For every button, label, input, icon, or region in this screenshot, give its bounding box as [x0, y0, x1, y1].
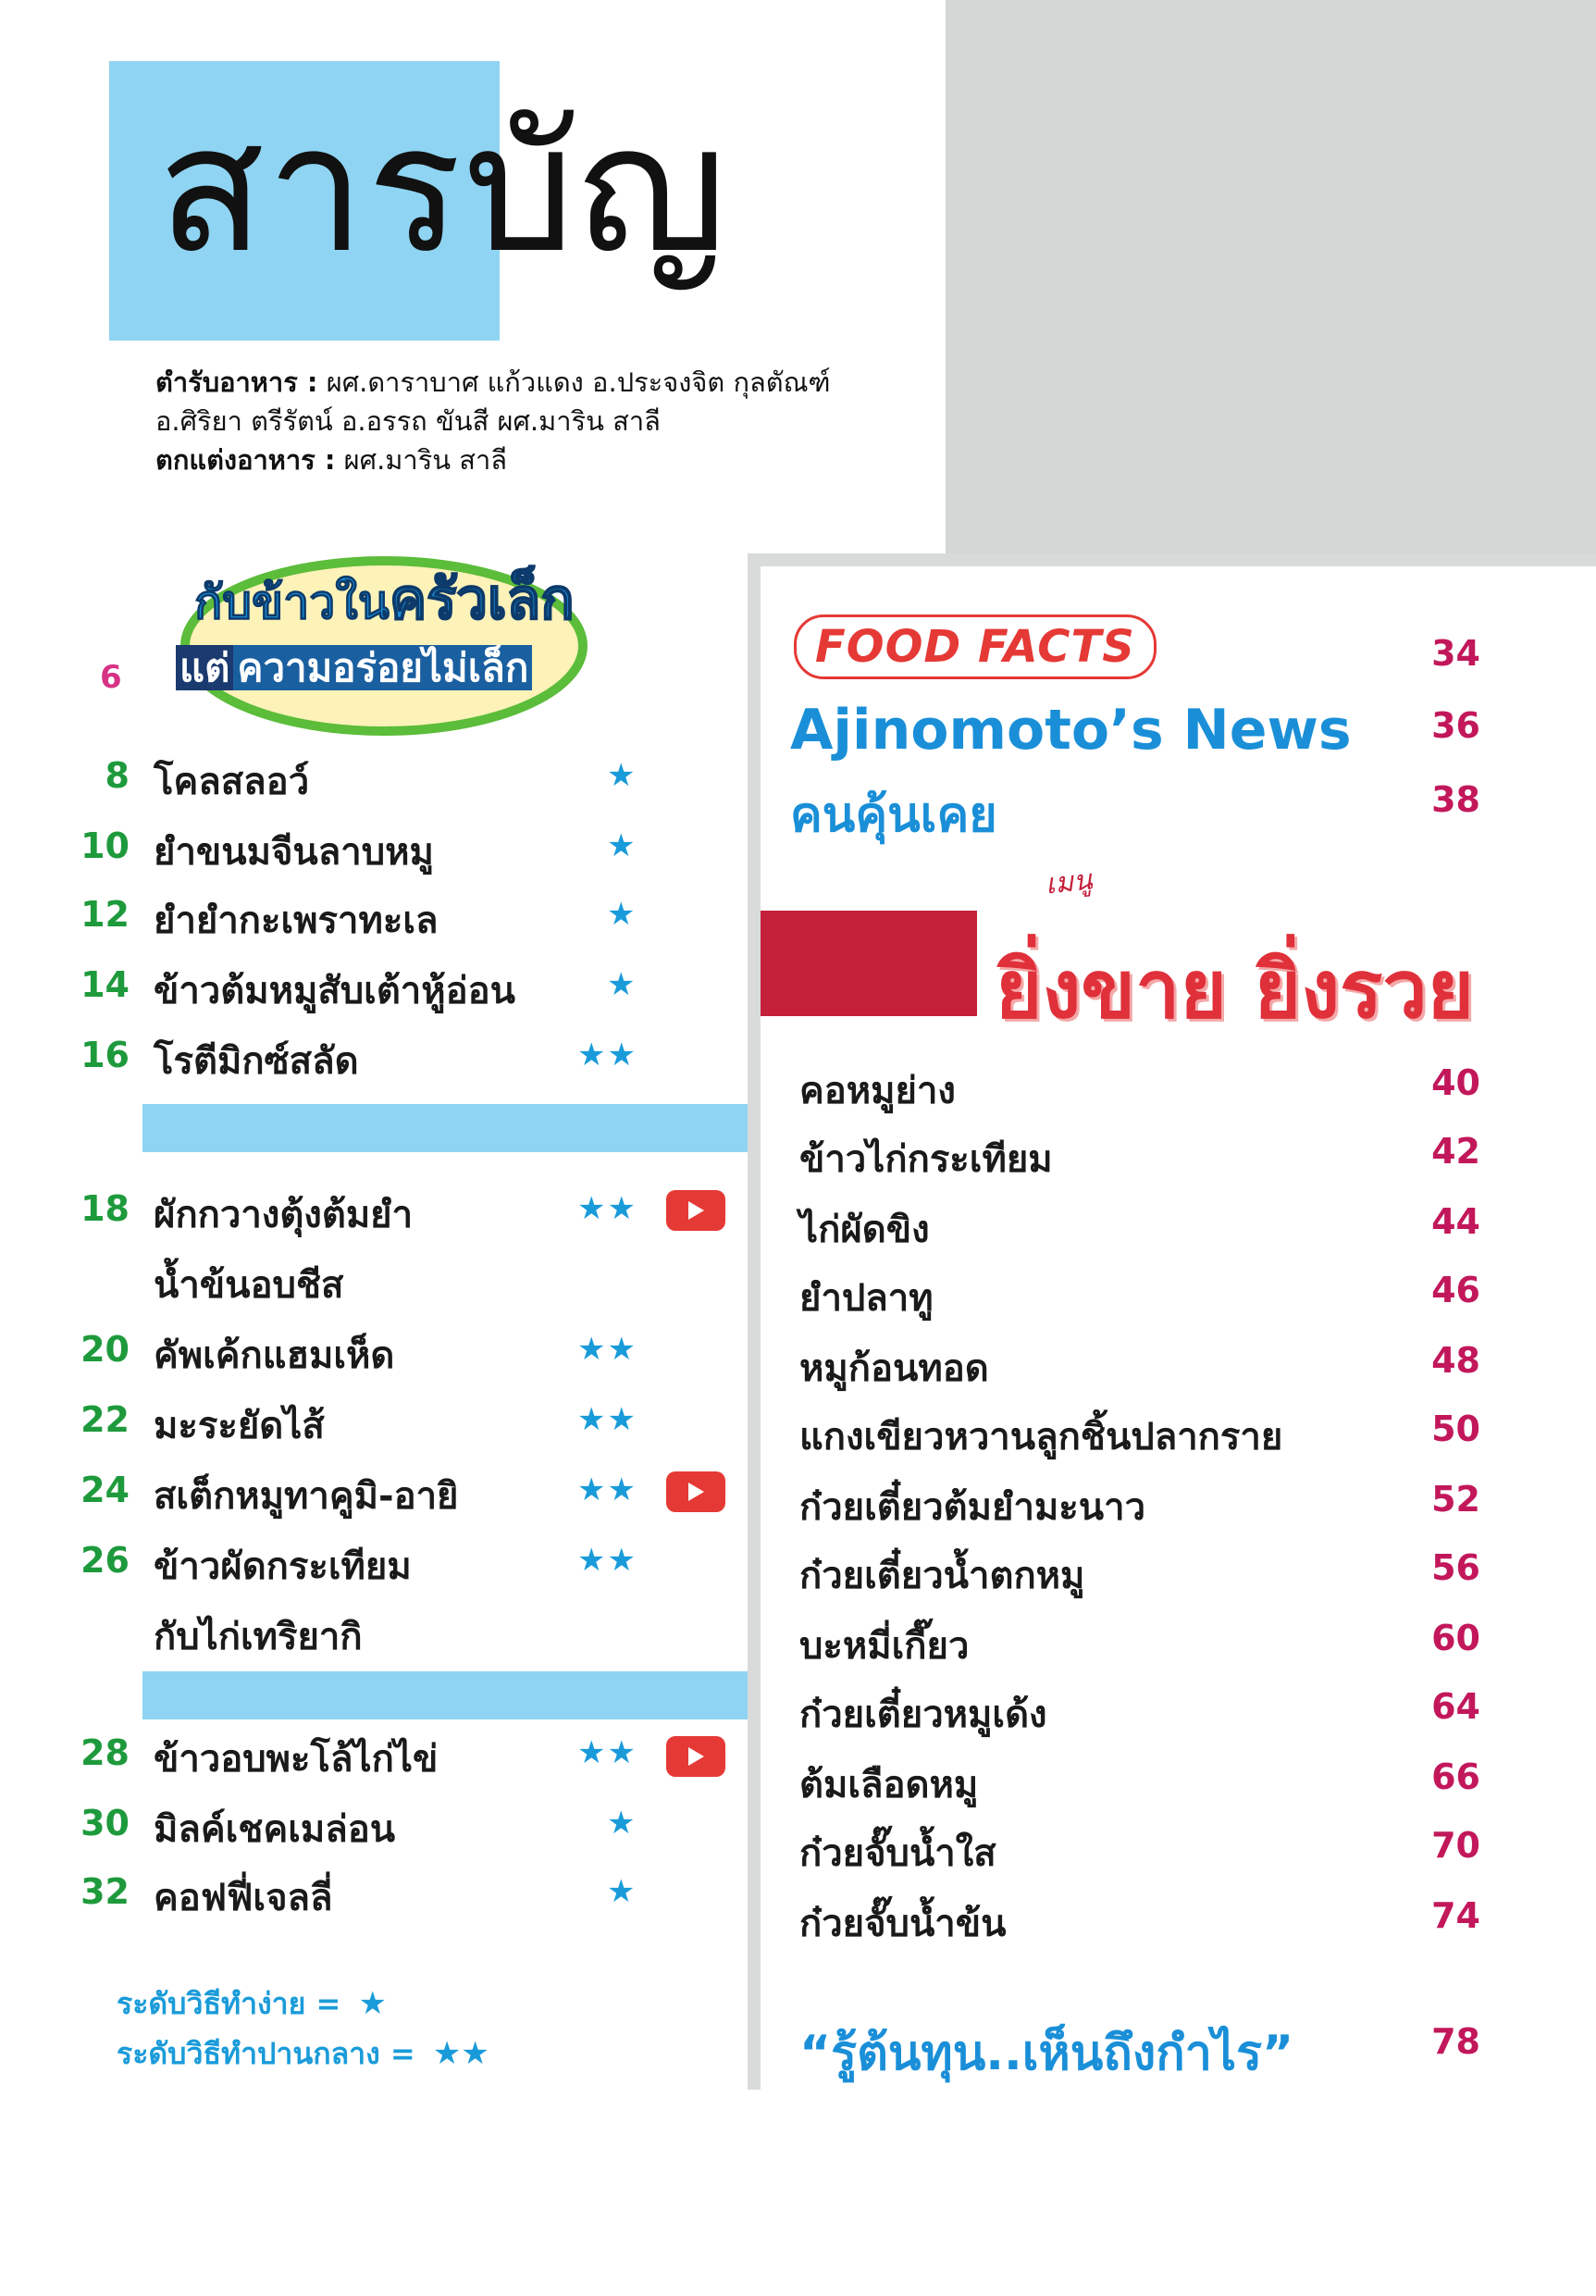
- section-divider-2: [142, 1671, 748, 1719]
- left-item-title-line2[interactable]: กับไก่เทริยากิ: [154, 1616, 363, 1658]
- left-item-title[interactable]: คัพเค้กแฮมเห็ด: [154, 1334, 395, 1377]
- right-item-page: 66: [1431, 1756, 1480, 1797]
- section-heading: ยิ่งขาย ยิ่งรวย: [996, 944, 1475, 1036]
- left-item-title[interactable]: ข้าวอบพะโล้ไก่ไข่: [154, 1738, 439, 1781]
- legend-medium: [117, 2030, 489, 2078]
- difficulty-star-icon: ★: [607, 1805, 637, 1842]
- legend-easy-label: ระดับวิธีทำง่าย =: [117, 1986, 341, 2021]
- right-item-title[interactable]: ก๋วยเตี๋ยวน้ำตกหมู: [799, 1555, 1085, 1597]
- right-item-title[interactable]: ต้มเลือดหมู: [799, 1764, 979, 1806]
- right-item-title[interactable]: ไก่ผัดขิง: [799, 1209, 930, 1251]
- right-item-title[interactable]: แกงเขียวหวานลูกชิ้นปลากราย: [799, 1416, 1283, 1458]
- difficulty-star-icon: ★★: [577, 1036, 637, 1074]
- right-item-title[interactable]: ก๋วยจั๊บน้ำข้น: [799, 1903, 1007, 1945]
- left-item-page: 20: [80, 1329, 130, 1370]
- difficulty-star-icon: ★★: [577, 1190, 637, 1227]
- food-facts-page: 34: [1431, 633, 1480, 674]
- logo-page-number: 6: [100, 659, 122, 696]
- left-item-title[interactable]: สเต็กหมูทาคูมิ-อายิ: [154, 1475, 459, 1518]
- left-item-page: 22: [80, 1399, 130, 1440]
- difficulty-star-icon: ★★: [577, 1542, 637, 1579]
- khonkhunkoei-page: 38: [1431, 779, 1480, 820]
- left-item-page: 24: [80, 1470, 130, 1510]
- left-item-title[interactable]: ข้าวต้มหมูสับเต้าหู้อ่อน: [154, 970, 516, 1012]
- left-item-title[interactable]: ยำยำกะเพราทะเล: [154, 900, 439, 942]
- legend-medium-label: ระดับวิธีทำปานกลาง =: [117, 2036, 415, 2071]
- left-item-title-line2[interactable]: น้ำข้นอบชีส: [154, 1264, 344, 1307]
- left-item-page: 32: [80, 1871, 130, 1912]
- left-item-page: 16: [80, 1035, 130, 1075]
- difficulty-star-icon: ★: [607, 966, 637, 1003]
- left-item-title[interactable]: มะระยัดไส้: [154, 1405, 325, 1447]
- left-item-page: 10: [80, 825, 130, 866]
- left-item-page: 28: [80, 1732, 130, 1773]
- right-item-title[interactable]: ก๋วยเตี๋ยวหมูเด้ง: [799, 1694, 1047, 1736]
- ajinomoto-news-title[interactable]: Ajinomoto’s News: [790, 698, 1352, 763]
- right-item-page: 60: [1431, 1618, 1480, 1658]
- right-item-page: 46: [1431, 1270, 1480, 1310]
- left-item-page: 14: [80, 964, 130, 1005]
- right-item-page: 50: [1431, 1409, 1480, 1449]
- legend-medium-star-icon: ★★: [432, 2035, 489, 2072]
- left-item-title[interactable]: ยำขนมจีนลาบหมู: [154, 831, 434, 874]
- right-item-title[interactable]: คอหมูย่าง: [799, 1070, 956, 1112]
- ajinomoto-news-page: 36: [1431, 705, 1480, 746]
- left-item-page: 30: [80, 1803, 130, 1843]
- right-item-page: 40: [1431, 1062, 1480, 1103]
- left-item-page: 8: [105, 755, 130, 796]
- food-facts-logo[interactable]: FOOD FACTS: [794, 614, 1157, 679]
- right-item-page: 44: [1431, 1201, 1480, 1242]
- right-item-page: 64: [1431, 1686, 1480, 1727]
- legend-easy-star-icon: ★: [358, 1985, 387, 2022]
- difficulty-star-icon: ★: [607, 1873, 637, 1910]
- right-item-title[interactable]: ก๋วยเตี๋ยวต้มยำมะนาว: [799, 1486, 1146, 1529]
- difficulty-star-icon: ★: [607, 827, 637, 864]
- difficulty-star-icon: ★: [607, 757, 637, 794]
- left-item-title[interactable]: ผักกวางตุ้งต้มยำ: [154, 1194, 414, 1236]
- khonkhunkoei-title[interactable]: คนคุ้นเคย: [790, 788, 997, 843]
- logo-line2b: ความอร่อยไม่เล็ก: [233, 645, 532, 690]
- difficulty-star-icon: ★★: [577, 1471, 637, 1508]
- kitchen-logo: [176, 553, 592, 738]
- section-script-label: เมนู: [1044, 863, 1095, 901]
- right-item-title[interactable]: บะหมี่เกี๊ยว: [799, 1625, 970, 1668]
- video-play-icon[interactable]: [666, 1190, 725, 1231]
- left-item-title[interactable]: โรตีมิกซ์สลัด: [154, 1040, 359, 1083]
- top-right-grey-panel: [946, 0, 1596, 563]
- credits-recipe-label: ตำรับอาหาร :: [155, 366, 318, 398]
- closing-title[interactable]: “รู้ต้นทุน..เห็นถึงกำไร”: [799, 2026, 1294, 2081]
- right-item-title[interactable]: ข้าวไก่กระเทียม: [799, 1138, 1053, 1181]
- credits-recipe-names: ผศ.ดาราบาศ แก้วแดง อ.ประจงจิต กุลตัณฑ์: [317, 366, 831, 398]
- left-item-title[interactable]: คอฟฟี่เจลลี่: [154, 1877, 333, 1919]
- right-item-page: 42: [1431, 1131, 1480, 1172]
- legend-easy: [117, 1980, 387, 2028]
- right-item-title[interactable]: ก๋วยจั๊บน้ำใส: [799, 1832, 996, 1875]
- closing-page: 78: [1431, 2021, 1480, 2062]
- video-play-icon[interactable]: [666, 1736, 725, 1777]
- credits-recipe-names-2: อ.ศิริยา ตรีรัตน์ อ.อรรถ ขันสี ผศ.มาริน สาลี: [155, 405, 661, 437]
- left-item-title[interactable]: มิลค์เชคเมล่อน: [154, 1808, 396, 1851]
- right-item-page: 48: [1431, 1340, 1480, 1381]
- left-item-page: 26: [80, 1540, 130, 1581]
- right-item-page: 52: [1431, 1479, 1480, 1520]
- page-title: สารบัญ: [157, 87, 729, 292]
- left-item-page: 12: [80, 894, 130, 935]
- credits-styling-label: ตกแต่งอาหาร :: [155, 444, 336, 476]
- logo-line1a: กับข้าวใน: [194, 576, 390, 629]
- logo-line1b: ครัวเล็ก: [389, 567, 575, 632]
- section-divider-1: [142, 1104, 748, 1152]
- right-item-page: 70: [1431, 1825, 1480, 1866]
- right-item-title[interactable]: หมูก้อนทอด: [799, 1347, 989, 1390]
- left-item-title[interactable]: โคลสลอว์: [154, 761, 310, 803]
- right-item-page: 56: [1431, 1547, 1480, 1588]
- difficulty-star-icon: ★: [607, 896, 637, 933]
- difficulty-star-icon: ★★: [577, 1734, 637, 1771]
- right-item-title[interactable]: ยำปลาทู: [799, 1277, 934, 1320]
- section-red-block: [761, 911, 977, 1016]
- video-play-icon[interactable]: [666, 1471, 725, 1512]
- left-item-page: 18: [80, 1188, 130, 1229]
- logo-line2a: แต่: [176, 645, 233, 690]
- right-item-page: 74: [1431, 1895, 1480, 1936]
- left-item-title[interactable]: ข้าวผัดกระเทียม: [154, 1545, 412, 1588]
- difficulty-star-icon: ★★: [577, 1401, 637, 1438]
- credits-styling-name: ผศ.มาริน สาลี: [335, 444, 508, 476]
- difficulty-star-icon: ★★: [577, 1331, 637, 1368]
- credits: [155, 363, 831, 479]
